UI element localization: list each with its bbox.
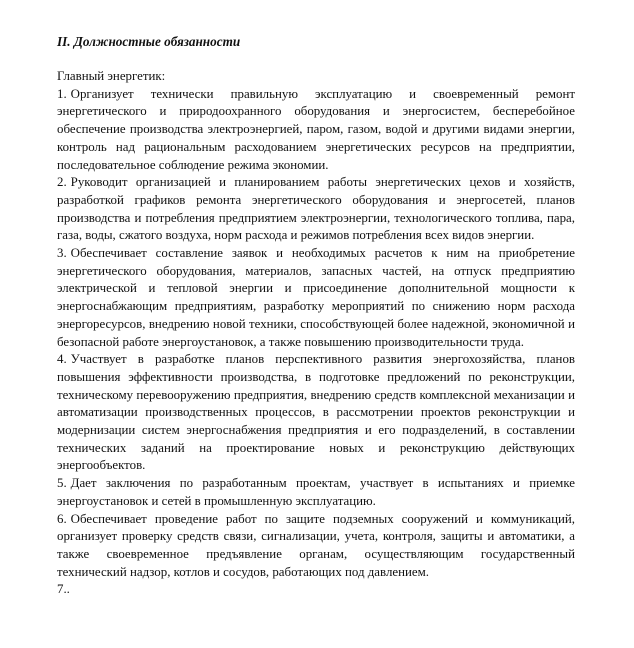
duty-text: Участвует в разработке планов перспективного развития энергохозяйства, планов повышения эффективности производства, в подготовке предложений по реконструкции, техническому перевооружению предприятия, внедрению средств комплексной механизации и автоматизации производственных процессов, в рассмотрении проектов реконструкции и модернизации систем энергоснабжения предприятия и его подразделений, в составлении технических заданий на проектирование новых и реконструкцию действующих энергообъектов. (57, 352, 575, 473)
duty-text: Организует технически правильную эксплуатацию и своевременный ремонт энергетического и природоохранного оборудования и энергосистем, бесперебойное обеспечение производства электроэнергией, паром, газом, водой и другими видами энергии, контроль над рациональным расходованием энергетических ресурсов на предприятии, последовательное соблюдение режима экономии. (57, 86, 575, 172)
duty-number: 3. (57, 246, 67, 261)
duty-item-7-stub: 7.. (57, 582, 70, 597)
duty-text: Дает заключения по разработанным проектам, участвует в испытаниях и приемке энергоустановок и сетей в промышленную эксплуатацию. (57, 476, 575, 508)
intro-line: Главный энергетик: (57, 69, 166, 83)
duty-number: 6. (57, 511, 67, 526)
duty-number: 5. (57, 476, 67, 491)
duty-item-4 (57, 351, 575, 475)
duties-list (57, 86, 575, 582)
duty-item-3 (57, 245, 575, 351)
duty-item-2 (57, 174, 575, 245)
section-title: II. Должностные обязанности (57, 34, 241, 49)
duty-item-1 (57, 86, 575, 175)
duty-item-6 (57, 511, 575, 582)
document-page (57, 33, 575, 599)
duty-text: Обеспечивает составление заявок и необходимых расчетов к ним на приобретение энергетического оборудования, материалов, запасных частей, на отпуск предприятию электрической и тепловой энергии и присоединение дополнительной мощности к энергоснабжающим предприятиям, разработку мероприятий по снижению норм расхода энергоресурсов, внедрению новой техники, способствующей более надежной, экономичной и безопасной работе энергоустановок, а также повышению производительности труда. (57, 246, 575, 349)
duty-number: 4. (57, 352, 67, 367)
duty-number: 1. (57, 86, 67, 101)
duty-text: Обеспечивает проведение работ по защите подземных сооружений и коммуникаций, организует проверку средств связи, сигнализации, учета, контроля, защиты и автоматики, а также своевременное предъявление органам, осуществляющим государственный технический надзор, котлов и сосудов, работающих под давлением. (57, 511, 575, 579)
duty-text: Руководит организацией и планированием работы энергетических цехов и хозяйств, разработкой графиков ремонта энергетического оборудования и энергосетей, планов производства и потребления предприятием электроэнергии, технологического топлива, пара, газа, воды, сжатого воздуха, норм расхода и режимов потребления всех видов энергии. (57, 175, 575, 243)
duty-item-5 (57, 475, 575, 510)
duty-number: 2. (57, 175, 67, 190)
